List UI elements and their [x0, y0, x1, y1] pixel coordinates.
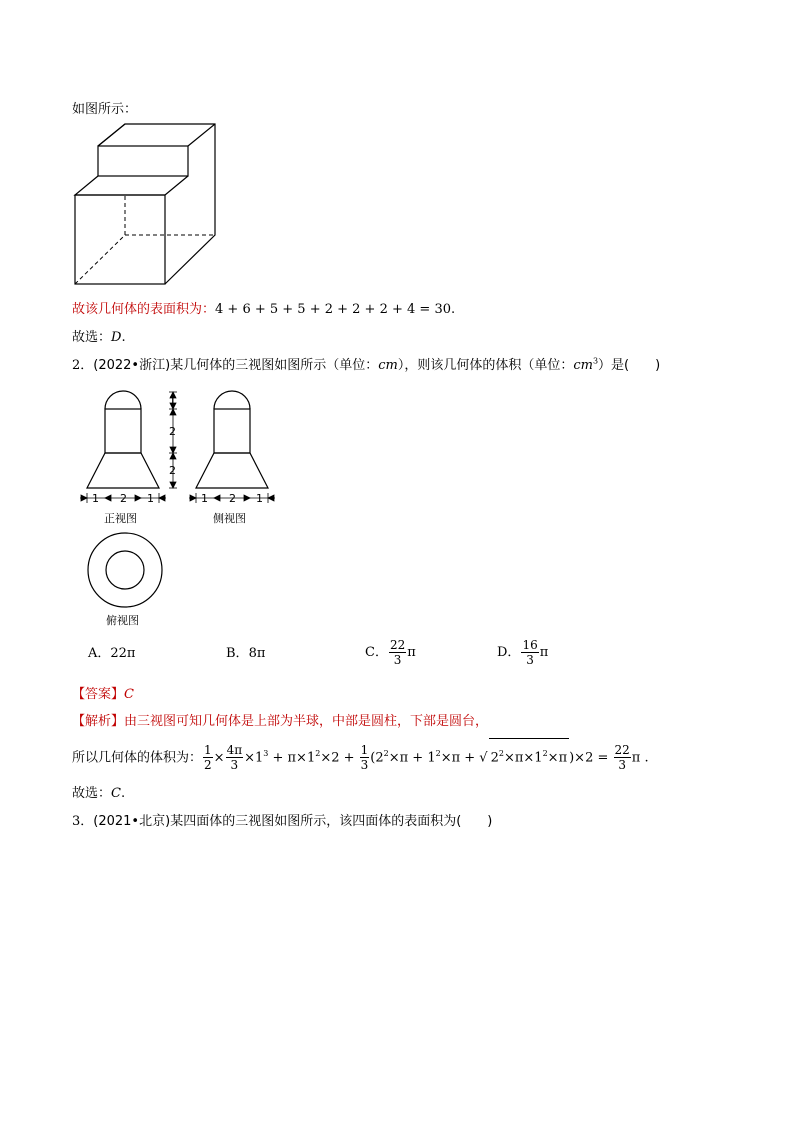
- dim-h-side-2: 2: [229, 492, 236, 505]
- q2-number: 2．: [72, 358, 94, 373]
- final-prefix: 故选：: [72, 786, 112, 801]
- option-c-pi: π: [407, 645, 416, 660]
- side-view-hemisphere: [214, 391, 250, 409]
- front-view-cylinder: [105, 409, 141, 453]
- dim-h-side-1: 1: [201, 492, 208, 505]
- intro-text: 如图所示：: [72, 102, 138, 117]
- q3-source: (2021•北京): [93, 814, 171, 829]
- option-d-den: 3: [526, 653, 534, 667]
- side-view-cylinder: [214, 409, 250, 453]
- surface-area-line: [72, 298, 455, 317]
- answer1-line: [72, 326, 126, 345]
- option-c-letter: C．: [365, 645, 388, 660]
- dim-h-side-3: 1: [256, 492, 263, 505]
- front-view-label: 正视图: [104, 512, 137, 525]
- volume-formula: 所以几何体的体积为： $\frac{1}{2}$ × $\frac{4\pi}{3}$ $\times 1^3 + \pi\times 1^2\times 2$ + $\frac{1}{3}$ ($2^2\times\pi + 1^2\times\pi$ + √ $2^2\times\pi\times 1^2\times\pi$ )×2 = $\frac{22}{3}$ π .: [72, 738, 649, 773]
- q2-analysis: [72, 710, 488, 729]
- q3-text: 某四面体的三视图如图所示，该四面体的表面积为( ): [170, 814, 493, 829]
- top-view-label: 俯视图: [106, 614, 139, 627]
- option-a[interactable]: [88, 640, 135, 668]
- option-a-letter: A．: [88, 646, 111, 661]
- option-c[interactable]: [365, 638, 416, 667]
- dim-v-3: 2: [169, 464, 176, 477]
- q2-unit2: cm: [573, 358, 593, 373]
- surface-area-prefix: 故该几何体的表面积为：: [72, 302, 216, 317]
- period: .: [121, 330, 126, 345]
- front-view-hemisphere: [105, 391, 141, 409]
- analysis-label: 【解析】: [72, 714, 125, 729]
- q2-answer: [72, 683, 134, 702]
- period: .: [120, 786, 126, 801]
- q2-final: [72, 782, 125, 801]
- solid-figure: [70, 118, 230, 293]
- q2-stem: [72, 354, 660, 373]
- answer-label: 【答案】: [72, 687, 125, 702]
- q2-unit1: cm: [378, 358, 398, 373]
- q2-text-2: ），则该几何体的体积（单位：: [397, 358, 574, 373]
- answer1-prefix: 故选：: [72, 330, 112, 345]
- side-view-label: 侧视图: [213, 512, 246, 525]
- dim-h-front-3: 1: [147, 492, 154, 505]
- q3-number: 3．: [72, 814, 94, 829]
- option-b-value: 8π: [248, 646, 266, 661]
- front-view-frustum: [87, 453, 159, 488]
- option-b[interactable]: [226, 640, 265, 668]
- surface-area-expr: 4 + 6 + 5 + 5 + 2 + 2 + 2 + 4 = 30: [215, 302, 451, 317]
- dim-v-2: 2: [169, 425, 176, 438]
- option-d[interactable]: [497, 638, 548, 667]
- option-b-letter: B．: [226, 646, 249, 661]
- option-d-letter: D．: [497, 645, 521, 660]
- q2-source: (2022•浙江): [93, 358, 171, 373]
- option-d-pi: π: [539, 645, 549, 660]
- option-d-num: 16: [522, 638, 538, 652]
- analysis-text: 由三视图可知几何体是上部为半球，中部是圆柱，下部是圆台，: [124, 714, 489, 729]
- q2-text-1: 某几何体的三视图如图所示（单位：: [170, 358, 379, 373]
- three-views-figure: [70, 390, 300, 640]
- dim-v-1: 1: [169, 394, 176, 407]
- volume-prefix: 所以几何体的体积为：: [72, 750, 203, 766]
- final-letter: C: [111, 786, 121, 801]
- answer-value: C: [124, 687, 134, 702]
- option-a-value: 22π: [110, 646, 136, 661]
- period: .: [450, 302, 456, 317]
- top-view-inner-circle: [106, 551, 144, 589]
- q3-stem: [72, 810, 492, 829]
- dim-h-front-2: 2: [120, 492, 127, 505]
- dim-h-front-1: 1: [92, 492, 99, 505]
- answer1-letter: D: [111, 330, 122, 345]
- q2-text-3: ）是( ): [598, 358, 661, 373]
- top-view-outer-circle: [88, 533, 162, 607]
- option-c-num: 22: [389, 638, 406, 652]
- option-c-den: 3: [393, 653, 402, 667]
- q2-unit2-exp: 3: [592, 356, 599, 366]
- side-view-frustum: [196, 453, 268, 488]
